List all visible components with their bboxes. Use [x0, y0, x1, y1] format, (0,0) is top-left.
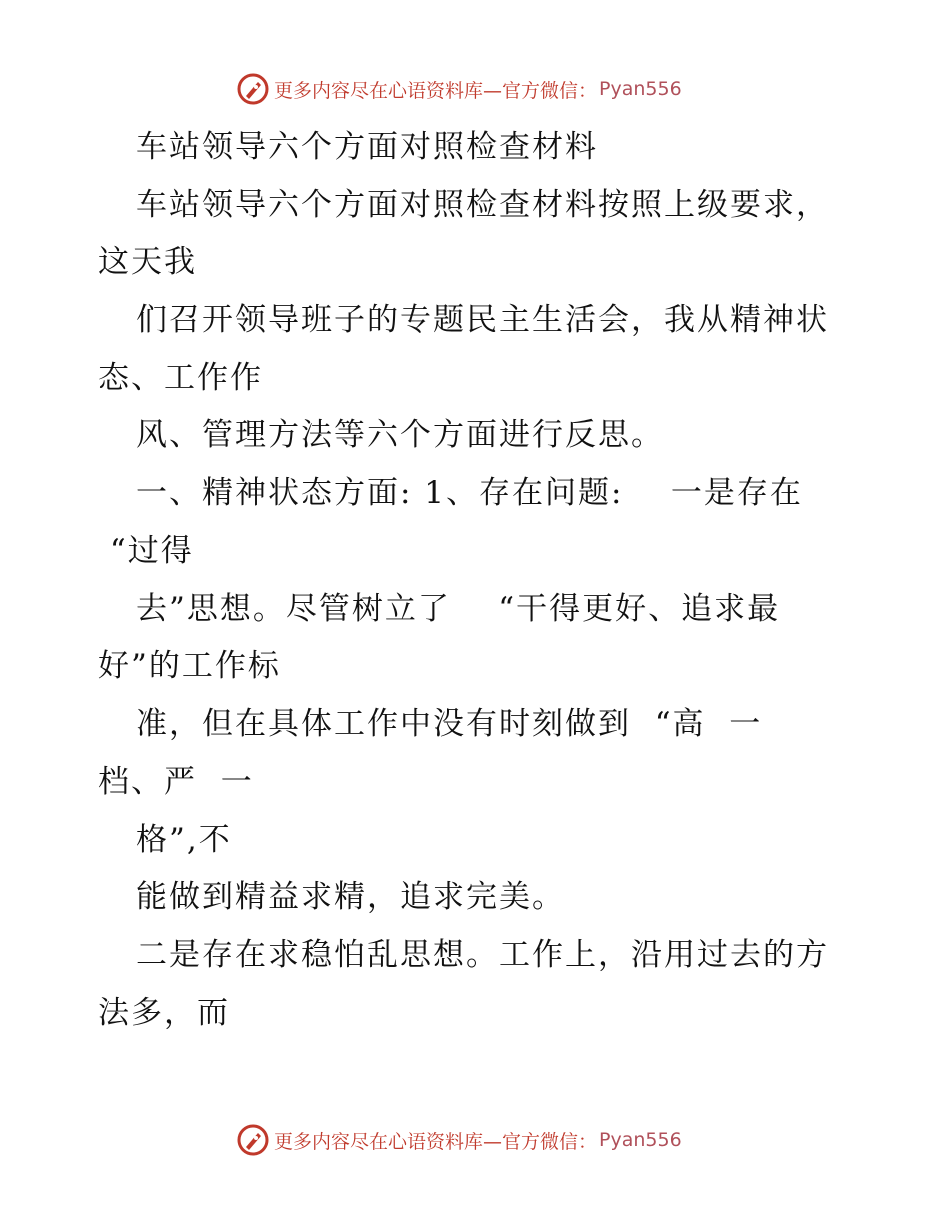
text-line: 一、精神状态方面: 1、存在问题: 一是存在 [136, 475, 803, 511]
text-line: 能做到精益求精，追求完美。 [136, 879, 565, 915]
watermark-handle: Pyan556 [599, 1129, 682, 1151]
text-line: “过得 [98, 533, 194, 569]
text-line: 格”,不 [136, 822, 232, 858]
watermark-text: 更多内容尽在心语资料库—官方微信： [274, 79, 598, 102]
document-title: 车站领导六个方面对照检查材料 [136, 129, 598, 165]
watermark-bottom [236, 1123, 682, 1157]
text-line: 二是存在求稳怕乱思想。工作上，沿用过去的方 [136, 937, 829, 973]
text-line: 好”的工作标 [98, 648, 281, 684]
text-line: 态、工作作 [98, 360, 263, 396]
text-line: 车站领导六个方面对照检查材料按照上级要求， [136, 187, 829, 223]
pen-nib-logo-icon [236, 1123, 270, 1157]
text-line: 法多，而 [98, 995, 230, 1031]
watermark-text: 更多内容尽在心语资料库—官方微信： [274, 1130, 598, 1153]
text-line: 档、严 一 [98, 764, 254, 800]
text-line: 去”思想。尽管树立了 “干得更好、追求最 [136, 591, 781, 627]
watermark-top [236, 72, 682, 106]
text-line: 风、管理方法等六个方面进行反思。 [136, 417, 664, 453]
pen-nib-logo-icon [236, 72, 270, 106]
text-line: 准，但在具体工作中没有时刻做到 “高 一 [136, 706, 763, 742]
text-line: 们召开领导班子的专题民主生活会，我从精神状 [136, 302, 829, 338]
watermark-handle: Pyan556 [599, 78, 682, 100]
text-line: 这天我 [98, 244, 197, 280]
